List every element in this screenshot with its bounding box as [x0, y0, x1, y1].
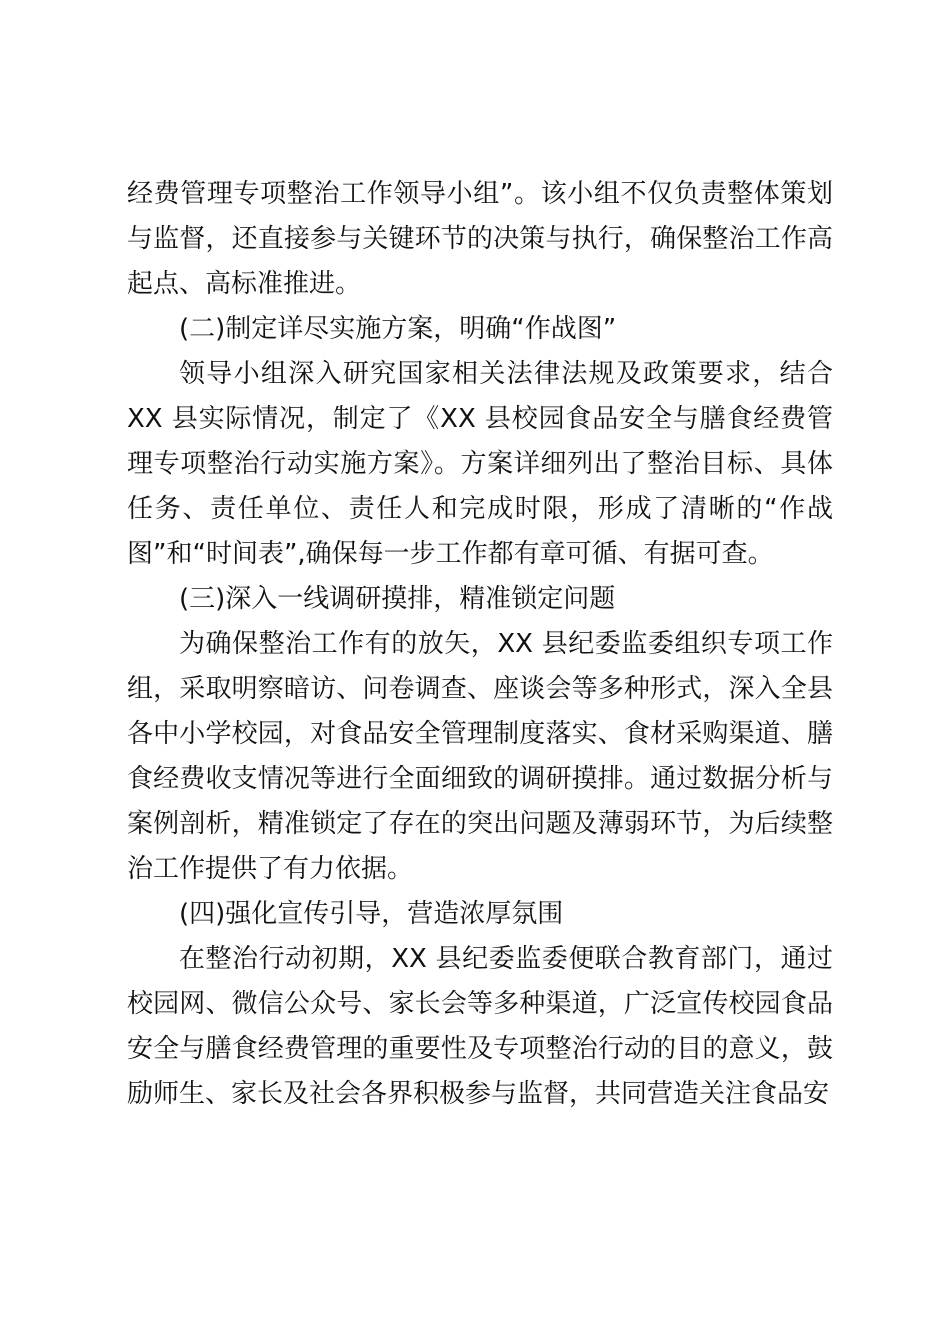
body-paragraph-4: 在整治行动初期，XX 县纪委监委便联合教育部门，通过校园网、微信公众号、家长会等多种渠道，广泛宣传校园食品安全与膳食经费管理的重要性及专项整治行动的目的意义，鼓励师生、家长及社会各界积极参与监督，共同营造关注食品安 [127, 944, 833, 1109]
body-paragraph-3: 为确保整治工作有的放矢，XX 县纪委监委组织专项工作组，采取明察暗访、问卷调查、座谈会等多种形式，深入全县各中小学校园，对食品安全管理制度落实、食材采购渠道、膳食经费收支情况等进行全面细致的调研摸排。通过数据分析与案例剖析，精准锁定了存在的突出问题及薄弱环节，为后续整治工作提供了有力依据。 [127, 629, 833, 884]
body-paragraph-2: 领导小组深入研究国家相关法律法规及政策要求，结合 XX 县实际情况，制定了《XX 县校园食品安全与膳食经费管理专项整治行动实施方案》。方案详细列出了整治目标、具体任务、责任单位、责任人和完成时限，形成了清晰的“作战图”和“时间表”,确保每一步工作都有章可循、有据可查。 [127, 359, 833, 569]
document-body [127, 172, 833, 1117]
section-heading-3: (三)深入一线调研摸排，精准锁定问题 [179, 584, 616, 614]
section-heading-4: (四)强化宣传引导，营造浓厚氛围 [179, 899, 564, 929]
body-paragraph-1: 经费管理专项整治工作领导小组”。该小组不仅负责整体策划与监督，还直接参与关键环节的决策与执行，确保整治工作高起点、高标准推进。 [127, 179, 833, 299]
section-heading-2: (二)制定详尽实施方案，明确“作战图” [179, 314, 617, 344]
